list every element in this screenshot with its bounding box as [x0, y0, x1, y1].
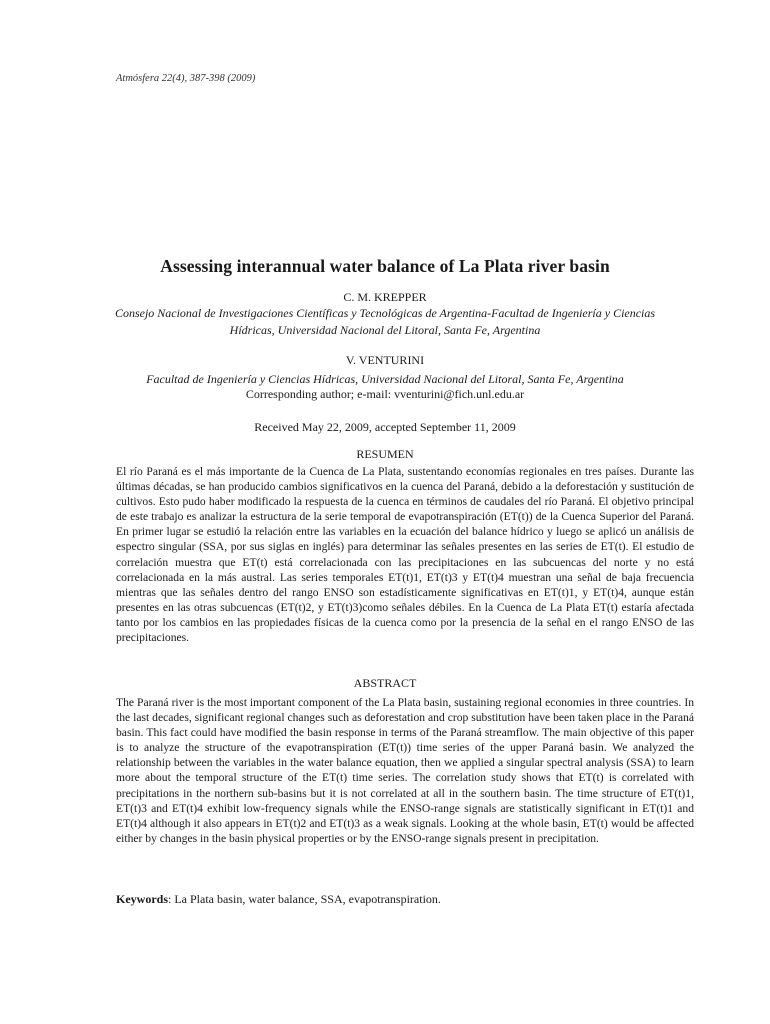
received-dates: Received May 22, 2009, accepted September 11, 2009	[254, 420, 516, 434]
keywords-line	[116, 892, 441, 907]
author-name-1: C. M. KREPPER	[343, 290, 427, 304]
abstract-text: The Paraná river is the most important component of the La Plata basin, sustaining regional economies in three countries. In the last decades, significant regional changes such as deforestation and crop substitution have been taken place in the Paraná basin. This fact could have modified the basin response in terms of the Paraná streamflow. The main objective of this paper is to analyze the structure of the evapotranspiration (ET(t)) time series of the upper Paraná basin. We analyzed the relationship between the variables in the water balance equation, then we applied a singular spectral analysis (SSA) to learn more about the temporal structure of the ET(t) time series. The correlation study shows that ET(t) is correlated with precipitations in the northern sub-basins but it is not correlated at all in the southern basin. The time structure of ET(t)1, ET(t)3 and ET(t)4 exhibit low-frequency signals while the ENSO-range signals are statistically significant in ET(t)1 and ET(t)4 although it also appears in ET(t)2 and ET(t)3 as a weak signals. Looking at the whole basin, ET(t) would be affected either by changes in the basin physical properties or by the ENSO-range signals present in precipitation.	[116, 696, 694, 845]
author-affiliation-1: Consejo Nacional de Investigaciones Científicas y Tecnológicas de Argentina-Facultad de Ingeniería y Ciencias Hídricas, Universidad Nacional del Litoral, Santa Fe, Argentina	[114, 306, 656, 337]
resumen-text: El río Paraná es el más importante de la Cuenca de La Plata, sustentando economías regionales en tres países. Durante las últimas décadas, se han producido cambios significativos en la cuenca del Paraná, debido a la deforestación y sustitución de cultivos. Esto pudo haber modificado la respuesta de la cuenca en términos de caudales del río Paraná. El objetivo principal de este trabajo es analizar la estructura de la serie temporal de evapotranspiración (ET(t)) de la Cuenca Superior del Paraná. En primer lugar se estudió la relación entre las variables en la ecuación del balance hídrico y luego se aplicó un análisis de espectro singular (SSA, por sus siglas en inglés) para determinar las señales presentes en las series de ET(t). El estudio de correlación muestra que ET(t) está correlacionada con las precipitaciones en las subcuencas del norte y no está correlacionada en la más austral. Las series temporales ET(t)1, ET(t)3 y ET(t)4 muestran una señal de baja frecuencia mientras que las señales dentro del rango ENSO son estadísticamente significativas en ET(t)1, y ET(t)4, aunque están presentes en las otras subcuencas (ET(t)2, y ET(t)3)como señales débiles. En la Cuenca de La Plata ET(t) estaría afectada tanto por los cambios en las propiedades físicas de la cuenca como por la presencia de la señal en el rango ENSO de las precipitaciones.	[116, 465, 694, 645]
corresponding-author: Corresponding author; e-mail: vventurini@fich.unl.edu.ar	[245, 387, 525, 401]
journal-reference: Atmósfera 22(4), 387-398 (2009)	[116, 73, 256, 84]
abstract-heading: ABSTRACT	[353, 676, 417, 690]
author-affiliation-2: Facultad de Ingeniería y Ciencias Hídricas, Universidad Nacional del Litoral, Santa Fe, Argentina	[146, 372, 624, 386]
keywords-label: Keywords	[116, 892, 168, 906]
author-name-2: V. VENTURINI	[345, 353, 425, 367]
paper-title: Assessing interannual water balance of La Plata river basin	[160, 256, 610, 276]
keywords-text: : La Plata basin, water balance, SSA, evapotranspiration.	[168, 892, 441, 906]
resumen-heading: RESUMEN	[356, 447, 414, 461]
